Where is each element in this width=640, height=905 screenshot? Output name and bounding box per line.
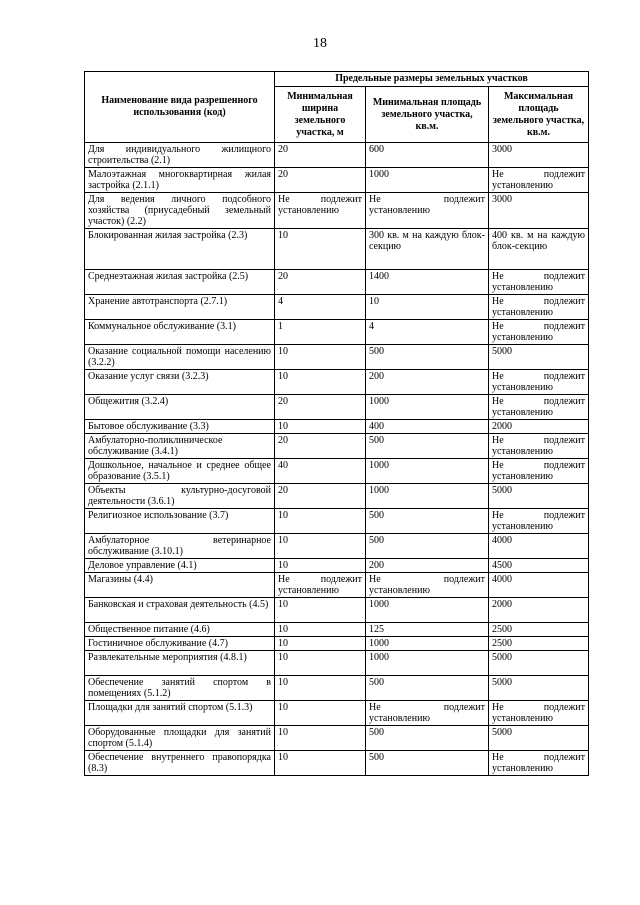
table-row	[85, 459, 589, 484]
row-name-cell: Хранение автотранспорта (2.7.1)	[85, 295, 275, 320]
header-size-limits: Предельные размеры земельных участков	[275, 72, 589, 87]
row-min-width-cell: Не подлежит установлению	[275, 573, 366, 598]
row-name-cell: Блокированная жилая застройка (2.3)	[85, 229, 275, 270]
row-min-width-cell: 10	[275, 726, 366, 751]
row-min-width-cell: 10	[275, 598, 366, 623]
row-max-area-cell: Не подлежит установлению	[489, 370, 589, 395]
table-row	[85, 676, 589, 701]
row-min-width-cell: 10	[275, 701, 366, 726]
row-min-width-cell: 10	[275, 637, 366, 651]
row-min-width-cell: 10	[275, 651, 366, 676]
table-row	[85, 370, 589, 395]
row-name-cell: Коммунальное обслуживание (3.1)	[85, 320, 275, 345]
table-row	[85, 637, 589, 651]
row-max-area-cell: Не подлежит установлению	[489, 395, 589, 420]
table-row	[85, 395, 589, 420]
row-min-area-cell: 1000	[366, 598, 489, 623]
row-min-area-cell: Не подлежит установлению	[366, 573, 489, 598]
row-min-area-cell: Не подлежит установлению	[366, 701, 489, 726]
row-min-width-cell: 20	[275, 168, 366, 193]
row-min-area-cell: 4	[366, 320, 489, 345]
row-name-cell: Магазины (4.4)	[85, 573, 275, 598]
row-min-area-cell: 500	[366, 345, 489, 370]
row-min-width-cell: 1	[275, 320, 366, 345]
row-min-width-cell: 20	[275, 395, 366, 420]
row-max-area-cell: 4500	[489, 559, 589, 573]
row-max-area-cell: 3000	[489, 143, 589, 168]
table-row	[85, 598, 589, 623]
row-name-cell: Религиозное использование (3.7)	[85, 509, 275, 534]
row-name-cell: Банковская и страховая деятельность (4.5)	[85, 598, 275, 623]
row-name-cell: Площадки для занятий спортом (5.1.3)	[85, 701, 275, 726]
table-row	[85, 229, 589, 270]
row-min-area-cell: 1000	[366, 395, 489, 420]
row-max-area-cell: Не подлежит установлению	[489, 509, 589, 534]
page-number: 18	[313, 36, 327, 51]
table-row	[85, 295, 589, 320]
row-name-cell: Амбулаторное ветеринарное обслуживание (3.10.1)	[85, 534, 275, 559]
row-min-width-cell: 10	[275, 345, 366, 370]
row-min-area-cell: 200	[366, 370, 489, 395]
row-name-cell: Оказание социальной помощи населению (3.2.2)	[85, 345, 275, 370]
row-min-width-cell: 10	[275, 559, 366, 573]
table-row	[85, 534, 589, 559]
row-min-width-cell: 20	[275, 434, 366, 459]
row-name-cell: Оборудованные площадки для занятий спортом (5.1.4)	[85, 726, 275, 751]
row-min-width-cell: 20	[275, 484, 366, 509]
table-row	[85, 623, 589, 637]
row-min-width-cell: 4	[275, 295, 366, 320]
table-row	[85, 559, 589, 573]
row-max-area-cell: 5000	[489, 345, 589, 370]
table-row	[85, 270, 589, 295]
row-min-area-cell: 1000	[366, 637, 489, 651]
row-min-width-cell: 10	[275, 420, 366, 434]
header-max-area: Максимальная площадь земельного участка, кв.м.	[489, 87, 589, 143]
table-row	[85, 726, 589, 751]
table-row	[85, 751, 589, 776]
row-min-area-cell: 600	[366, 143, 489, 168]
table-row	[85, 509, 589, 534]
header-min-area: Минимальная площадь земельного участка, кв.м.	[366, 87, 489, 143]
row-name-cell: Гостиничное обслуживание (4.7)	[85, 637, 275, 651]
row-max-area-cell: 3000	[489, 193, 589, 229]
row-max-area-cell: 4000	[489, 534, 589, 559]
table-row	[85, 701, 589, 726]
row-min-area-cell: 500	[366, 726, 489, 751]
row-min-width-cell: 20	[275, 270, 366, 295]
row-min-width-cell: 10	[275, 370, 366, 395]
row-max-area-cell: Не подлежит установлению	[489, 434, 589, 459]
row-name-cell: Малоэтажная многоквартирная жилая застройка (2.1.1)	[85, 168, 275, 193]
row-max-area-cell: Не подлежит установлению	[489, 751, 589, 776]
row-min-area-cell: 500	[366, 434, 489, 459]
header-min-width: Минимальная ширина земельного участка, м	[275, 87, 366, 143]
table-row	[85, 143, 589, 168]
row-min-area-cell: 10	[366, 295, 489, 320]
row-name-cell: Для индивидуального жилищного строительства (2.1)	[85, 143, 275, 168]
row-min-width-cell: 10	[275, 509, 366, 534]
row-max-area-cell: Не подлежит установлению	[489, 270, 589, 295]
row-name-cell: Общественное питание (4.6)	[85, 623, 275, 637]
row-max-area-cell: 400 кв. м на каждую блок-секцию	[489, 229, 589, 270]
row-name-cell: Дошкольное, начальное и среднее общее образование (3.5.1)	[85, 459, 275, 484]
row-min-width-cell: 10	[275, 229, 366, 270]
table-row	[85, 573, 589, 598]
row-name-cell: Обеспечение занятий спортом в помещениях (5.1.2)	[85, 676, 275, 701]
row-name-cell: Бытовое обслуживание (3.3)	[85, 420, 275, 434]
row-name-cell: Обеспечение внутреннего правопорядка (8.3)	[85, 751, 275, 776]
row-name-cell: Амбулаторно-поликлиническое обслуживание (3.4.1)	[85, 434, 275, 459]
row-min-area-cell: 500	[366, 509, 489, 534]
row-min-width-cell: Не подлежит установлению	[275, 193, 366, 229]
row-max-area-cell: 2500	[489, 637, 589, 651]
table-row	[85, 345, 589, 370]
row-max-area-cell: Не подлежит установлению	[489, 295, 589, 320]
row-name-cell: Среднеэтажная жилая застройка (2.5)	[85, 270, 275, 295]
row-max-area-cell: 2000	[489, 420, 589, 434]
row-max-area-cell: 4000	[489, 573, 589, 598]
table-row	[85, 420, 589, 434]
row-name-cell: Объекты культурно-досуговой деятельности (3.6.1)	[85, 484, 275, 509]
row-min-area-cell: 500	[366, 751, 489, 776]
row-min-width-cell: 20	[275, 143, 366, 168]
row-min-width-cell: 40	[275, 459, 366, 484]
row-min-area-cell: 200	[366, 559, 489, 573]
row-name-cell: Развлекательные мероприятия (4.8.1)	[85, 651, 275, 676]
row-max-area-cell: 5000	[489, 484, 589, 509]
row-max-area-cell: Не подлежит установлению	[489, 320, 589, 345]
table-body	[85, 143, 589, 776]
row-min-area-cell: 1000	[366, 484, 489, 509]
row-max-area-cell: 5000	[489, 651, 589, 676]
row-max-area-cell: Не подлежит установлению	[489, 701, 589, 726]
row-max-area-cell: Не подлежит установлению	[489, 168, 589, 193]
row-max-area-cell: 5000	[489, 726, 589, 751]
row-min-width-cell: 10	[275, 623, 366, 637]
row-min-area-cell: 500	[366, 534, 489, 559]
row-min-area-cell: Не подлежит установлению	[366, 193, 489, 229]
row-min-area-cell: 1000	[366, 168, 489, 193]
row-min-width-cell: 10	[275, 534, 366, 559]
row-min-area-cell: 1000	[366, 459, 489, 484]
table-row	[85, 434, 589, 459]
row-min-area-cell: 300 кв. м на каждую блок-секцию	[366, 229, 489, 270]
row-name-cell: Деловое управление (4.1)	[85, 559, 275, 573]
row-min-area-cell: 500	[366, 676, 489, 701]
land-plot-size-table	[84, 71, 589, 776]
row-min-area-cell: 125	[366, 623, 489, 637]
row-min-area-cell: 1000	[366, 651, 489, 676]
table-row	[85, 193, 589, 229]
row-min-width-cell: 10	[275, 751, 366, 776]
row-min-area-cell: 400	[366, 420, 489, 434]
row-max-area-cell: Не подлежит установлению	[489, 459, 589, 484]
row-max-area-cell: 2000	[489, 598, 589, 623]
table-row	[85, 651, 589, 676]
row-name-cell: Общежития (3.2.4)	[85, 395, 275, 420]
row-min-area-cell: 1400	[366, 270, 489, 295]
row-max-area-cell: 2500	[489, 623, 589, 637]
row-name-cell: Для ведения личного подсобного хозяйства (приусадебный земельный участок) (2.2)	[85, 193, 275, 229]
row-name-cell: Оказание услуг связи (3.2.3)	[85, 370, 275, 395]
table-row	[85, 484, 589, 509]
table-row	[85, 168, 589, 193]
row-min-width-cell: 10	[275, 676, 366, 701]
row-max-area-cell: 5000	[489, 676, 589, 701]
table-row	[85, 320, 589, 345]
header-use-type: Наименование вида разрешенного использования (код)	[85, 72, 275, 143]
